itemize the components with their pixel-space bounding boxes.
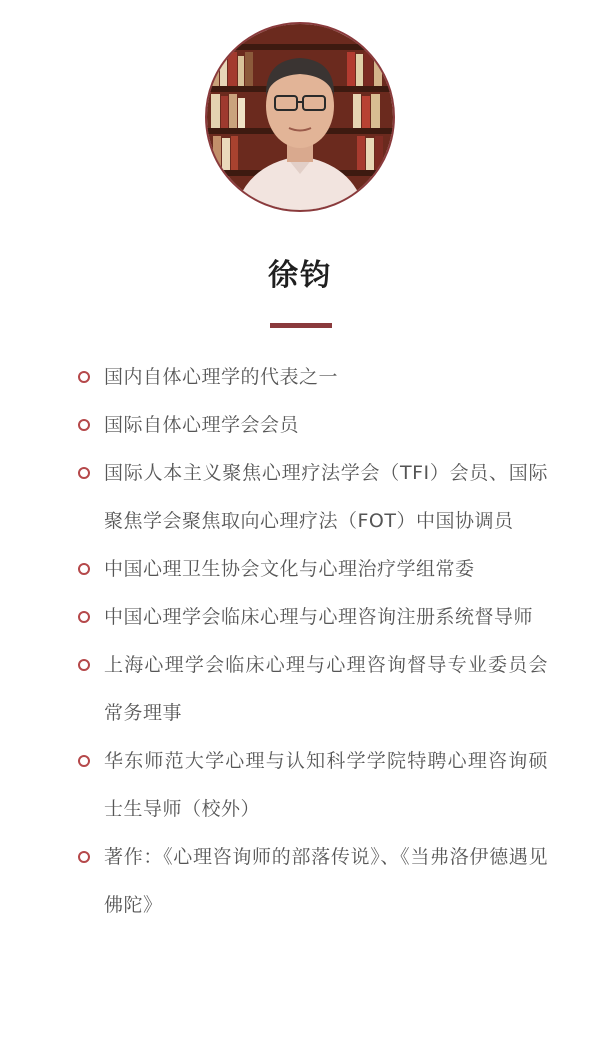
list-item-text: 国内自体心理学的代表之一 xyxy=(104,366,339,388)
circle-bullet-icon xyxy=(78,851,90,863)
list-item-text: 华东师范大学心理与认知科学学院特聘心理咨询硕士生导师（校外） xyxy=(104,750,548,820)
list-item xyxy=(78,737,548,833)
list-item xyxy=(78,593,548,641)
list-item-text: 中国心理学会临床心理与心理咨询注册系统督导师 xyxy=(104,606,534,628)
list-item xyxy=(78,449,548,545)
list-item xyxy=(78,401,548,449)
list-item-text: 中国心理卫生协会文化与心理治疗学组常委 xyxy=(104,558,475,580)
credential-list xyxy=(78,353,548,929)
circle-bullet-icon xyxy=(78,755,90,767)
person-name: 徐钧 xyxy=(268,258,332,293)
list-item xyxy=(78,833,548,929)
person-photo-icon xyxy=(207,24,393,210)
circle-bullet-icon xyxy=(78,659,90,671)
list-item xyxy=(78,545,548,593)
circle-bullet-icon xyxy=(78,467,90,479)
avatar xyxy=(205,22,395,212)
circle-bullet-icon xyxy=(78,563,90,575)
list-item xyxy=(78,641,548,737)
list-item-text: 著作：《心理咨询师的部落传说》、《当弗洛伊德遇见佛陀》 xyxy=(104,846,548,916)
circle-bullet-icon xyxy=(78,611,90,623)
list-item xyxy=(78,353,548,401)
circle-bullet-icon xyxy=(78,371,90,383)
list-item-text: 国际人本主义聚焦心理疗法学会（TFI）会员、国际聚焦学会聚焦取向心理疗法（FOT）中国协调员 xyxy=(104,462,548,532)
list-item-text: 上海心理学会临床心理与心理咨询督导专业委员会常务理事 xyxy=(104,654,548,724)
list-item-text: 国际自体心理学会会员 xyxy=(104,414,300,436)
title-divider xyxy=(270,323,332,328)
circle-bullet-icon xyxy=(78,419,90,431)
